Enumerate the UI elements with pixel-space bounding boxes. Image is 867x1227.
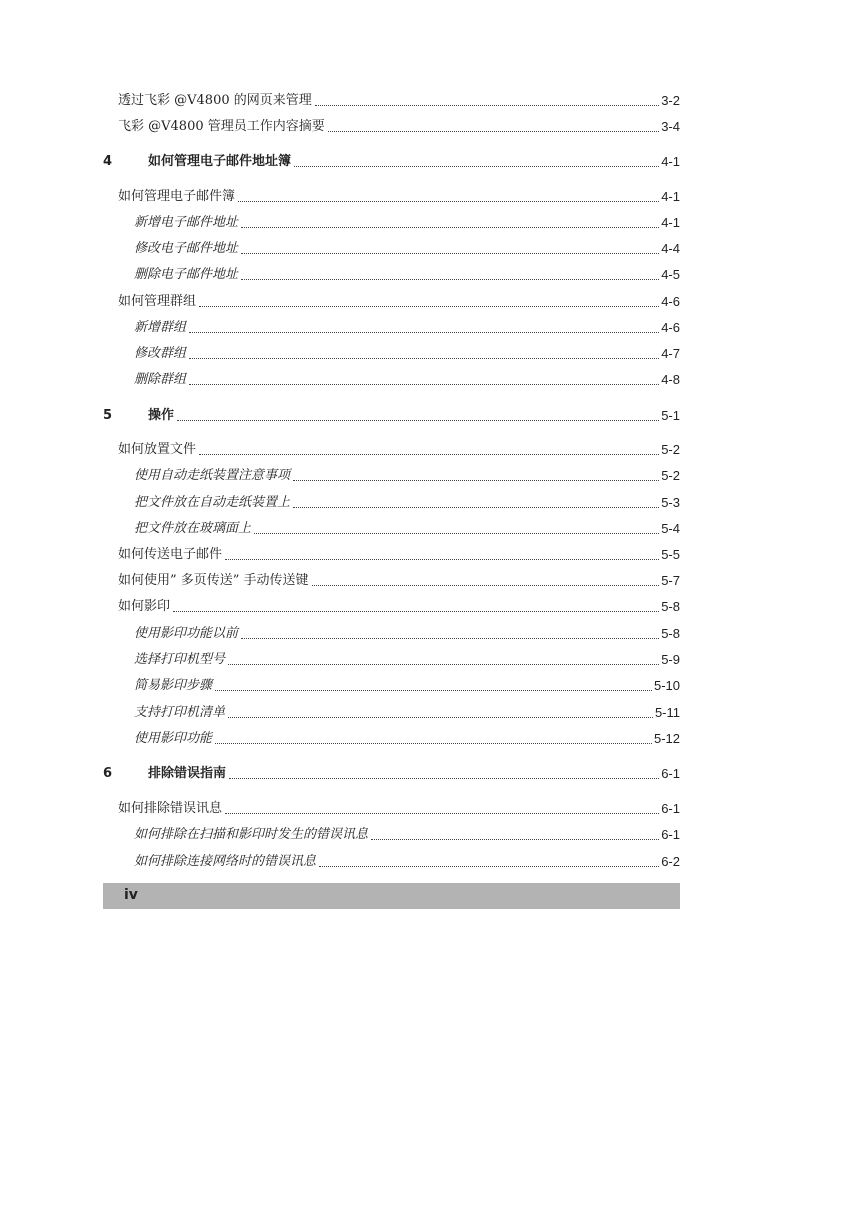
toc-entry-page: 6-1 (661, 801, 680, 816)
toc-subentry-page: 5-9 (661, 652, 680, 667)
toc-subentry[interactable] (134, 237, 680, 257)
toc-entry[interactable] (118, 438, 680, 458)
toc-entry-page: 5-5 (661, 547, 680, 562)
toc-entry[interactable] (118, 185, 680, 205)
toc-subentry-title: 支持打印机清单 (134, 705, 226, 720)
toc-subentry-title: 如何排除在扫描和影印时发生的错误讯息 (134, 827, 369, 842)
toc-subentry-title: 如何排除连接网络时的错误讯息 (134, 854, 317, 869)
toc-subentry-page: 5-3 (661, 495, 680, 510)
dot-leader (199, 305, 659, 307)
page-number: iv (124, 887, 138, 903)
toc-subentry-page: 4-5 (661, 267, 680, 282)
dot-leader (225, 558, 659, 560)
toc-subentry[interactable] (134, 701, 680, 721)
toc-subentry-page: 5-10 (653, 678, 680, 693)
dot-leader (319, 865, 659, 867)
dot-leader (215, 689, 652, 691)
toc-subentry-title: 简易影印步骤 (134, 678, 213, 693)
dot-leader (241, 226, 659, 228)
toc-subentry-title: 把文件放在自动走纸装置上 (134, 495, 291, 510)
page-footer-bar (103, 883, 680, 909)
toc-entry-title: 如何放置文件 (118, 442, 197, 457)
toc-subentry-page: 6-1 (661, 827, 680, 842)
toc-subentry-page: 4-6 (661, 320, 680, 335)
toc-entry-title: 透过飞彩 @V4800 的网页来管理 (118, 93, 312, 108)
toc-subentry[interactable] (134, 491, 680, 511)
dot-leader (199, 453, 659, 455)
dot-leader (189, 357, 659, 359)
toc-subentry[interactable] (134, 727, 680, 747)
toc-subentry[interactable] (134, 823, 680, 843)
toc-subentry-title: 修改群组 (134, 346, 187, 361)
toc-entry-page: 3-2 (661, 93, 680, 108)
toc-entry-title: 飞彩 @V4800 管理员工作内容摘要 (118, 119, 325, 134)
toc-subentry[interactable] (134, 850, 680, 870)
toc-subentry-page: 4-4 (661, 241, 680, 256)
toc-subentry[interactable] (134, 342, 680, 362)
toc-subentry-page: 5-2 (661, 468, 680, 483)
toc-subentry[interactable] (134, 263, 680, 283)
chapter-number: 4 (103, 154, 113, 169)
toc-entry-title: 如何管理群组 (118, 294, 197, 309)
dot-leader (229, 777, 659, 779)
dot-leader (228, 663, 659, 665)
dot-leader (294, 165, 659, 167)
toc-subentry-page: 5-12 (653, 731, 680, 746)
dot-leader (254, 532, 659, 534)
toc-subentry-page: 5-11 (654, 705, 680, 720)
toc-entry-title: 如何影印 (118, 599, 171, 614)
toc-entry-page: 5-8 (661, 599, 680, 614)
toc-entry-title: 如何管理电子邮件簿 (118, 189, 236, 204)
dot-leader (238, 200, 659, 202)
toc-subentry-page: 4-8 (661, 372, 680, 387)
toc-subentry-page: 5-4 (661, 521, 680, 536)
toc-entry-page: 5-2 (661, 442, 680, 457)
dot-leader (215, 742, 652, 744)
toc-entry-page: 4-6 (661, 294, 680, 309)
toc-entry-title: 如何使用” 多页传送” 手动传送键 (118, 573, 309, 588)
dot-leader (293, 506, 659, 508)
toc-subentry-title: 使用自动走纸装置注意事项 (134, 468, 291, 483)
toc-entry-page: 5-7 (661, 573, 680, 588)
toc-subentry-title: 删除群组 (134, 372, 187, 387)
toc-subentry[interactable] (134, 517, 680, 537)
chapter-number: 6 (103, 766, 113, 781)
toc-subentry[interactable] (134, 622, 680, 642)
toc-entry[interactable] (118, 569, 680, 589)
toc-subentry-page: 4-1 (661, 215, 680, 230)
dot-leader (189, 383, 659, 385)
toc-subentry-page: 6-2 (661, 854, 680, 869)
toc-subentry[interactable] (134, 211, 680, 231)
chapter-title: 排除错误指南 (148, 766, 227, 781)
toc-subentry[interactable] (134, 368, 680, 388)
chapter-page: 6-1 (661, 766, 680, 781)
toc-entry-title: 如何排除错误讯息 (118, 801, 223, 816)
toc-entry[interactable] (118, 115, 680, 135)
toc-subentry[interactable] (134, 674, 680, 694)
dot-leader (241, 252, 659, 254)
dot-leader (312, 584, 660, 586)
toc-entry[interactable] (118, 290, 680, 310)
toc-entry-title: 如何传送电子邮件 (118, 547, 223, 562)
toc-subentry[interactable] (134, 316, 680, 336)
toc-chapter[interactable] (103, 150, 680, 170)
toc-subentry[interactable] (134, 648, 680, 668)
toc-entry-page: 3-4 (661, 119, 680, 134)
toc-entry[interactable] (118, 595, 680, 615)
chapter-number: 5 (103, 408, 113, 423)
toc-chapter[interactable] (103, 762, 680, 782)
toc-subentry[interactable] (134, 464, 680, 484)
toc-entry[interactable] (118, 797, 680, 817)
toc-entry[interactable] (118, 543, 680, 563)
toc-subentry-title: 修改电子邮件地址 (134, 241, 239, 256)
chapter-title: 如何管理电子邮件地址簿 (148, 154, 292, 169)
toc-subentry-title: 新增电子邮件地址 (134, 215, 239, 230)
toc-subentry-title: 把文件放在玻璃面上 (134, 521, 252, 536)
dot-leader (241, 278, 659, 280)
dot-leader (371, 838, 659, 840)
dot-leader (241, 637, 659, 639)
chapter-title: 操作 (148, 408, 175, 423)
toc-subentry-title: 使用影印功能 (134, 731, 213, 746)
toc-subentry-title: 选择打印机型号 (134, 652, 226, 667)
toc-subentry-page: 5-8 (661, 626, 680, 641)
toc-chapter[interactable] (103, 404, 680, 424)
dot-leader (228, 716, 653, 718)
dot-leader (173, 610, 659, 612)
dot-leader (293, 479, 659, 481)
dot-leader (328, 130, 659, 132)
chapter-page: 5-1 (661, 408, 680, 423)
chapter-page: 4-1 (661, 154, 680, 169)
toc-entry[interactable] (118, 89, 680, 109)
dot-leader (315, 104, 659, 106)
toc-subentry-title: 新增群组 (134, 320, 187, 335)
dot-leader (225, 812, 659, 814)
dot-leader (177, 419, 659, 421)
toc-subentry-page: 4-7 (661, 346, 680, 361)
toc-subentry-title: 使用影印功能以前 (134, 626, 239, 641)
dot-leader (189, 331, 659, 333)
toc-entry-page: 4-1 (661, 189, 680, 204)
toc-subentry-title: 删除电子邮件地址 (134, 267, 239, 282)
